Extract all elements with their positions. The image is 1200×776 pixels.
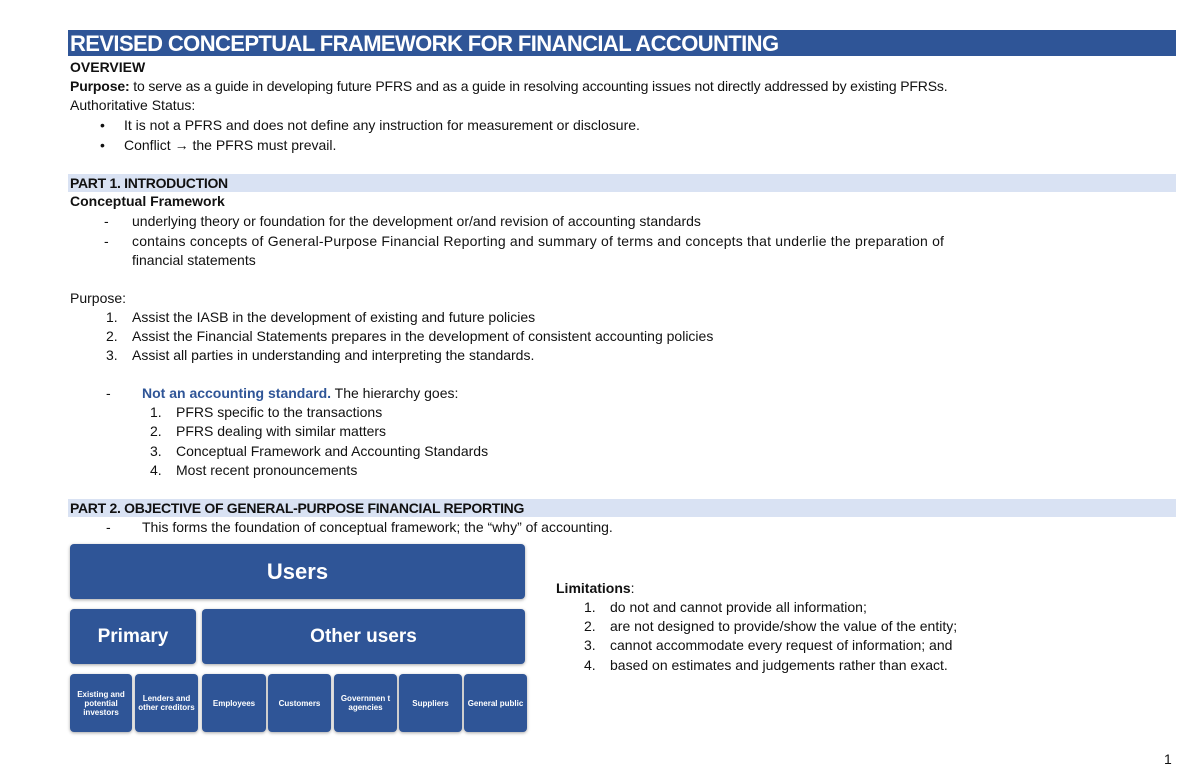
- hierarchy-num-3: 3.: [150, 443, 162, 459]
- investors-box: Existing and potential investors: [70, 674, 132, 732]
- part1-dash-1: underlying theory or foundation for the development or/and revision of accounting standards: [132, 213, 701, 229]
- limitations-label: Limitations: [556, 580, 631, 596]
- document-title: REVISED CONCEPTUAL FRAMEWORK FOR FINANCIAL ACCOUNTING: [70, 31, 779, 56]
- part1-subheading: Conceptual Framework: [70, 193, 225, 209]
- limitations-colon: :: [630, 580, 635, 596]
- dash-marker: -: [104, 233, 109, 249]
- part1-hierarchy-intro: [142, 384, 458, 402]
- overview-bullet-2: Conflict → the PFRS must prevail.: [124, 137, 337, 153]
- hierarchy-num-4: 4.: [150, 462, 162, 478]
- part1-heading-bar: [68, 174, 1176, 192]
- limitation-num-3: 3.: [584, 637, 596, 653]
- part2-line: This forms the foundation of conceptual framework; the “why” of accounting.: [142, 519, 613, 535]
- purpose-num-3: 3.: [106, 347, 118, 363]
- part1-heading: PART 1. INTRODUCTION: [70, 175, 228, 191]
- overview-purpose: [70, 77, 948, 95]
- purpose-item-1: Assist the IASB in the development of existing and future policies: [132, 309, 536, 325]
- hierarchy-item-4: Most recent pronouncements: [176, 462, 358, 478]
- government-agencies-box: Governmen t agencies: [334, 674, 397, 732]
- limitation-num-2: 2.: [584, 618, 596, 634]
- part1-dash-2-cont: financial statements: [132, 252, 256, 268]
- dash-marker: -: [104, 213, 109, 229]
- overview-authoritative-status: Authoritative Status:: [70, 97, 196, 113]
- page-number: 1: [1164, 751, 1172, 767]
- document-title-bar: [68, 30, 1176, 56]
- bullet-icon: •: [100, 117, 105, 133]
- customers-box: Customers: [268, 674, 331, 732]
- part1-dash-2: contains concepts of General-Purpose Financial Reporting and summary of terms and concepts that underlie the preparation of: [132, 233, 945, 249]
- hierarchy-item-1: PFRS specific to the transactions: [176, 404, 383, 420]
- purpose-item-2: Assist the Financial Statements prepares in the development of consistent accounting policies: [132, 328, 714, 344]
- limitation-num-4: 4.: [584, 657, 596, 673]
- primary-users-box: Primary: [70, 609, 196, 664]
- other-users-box: Other users: [202, 609, 525, 664]
- hierarchy-text: The hierarchy goes:: [331, 385, 459, 401]
- dash-marker: -: [106, 385, 111, 401]
- not-standard-emphasis: Not an accounting standard.: [142, 385, 332, 401]
- bullet-icon: •: [100, 137, 105, 153]
- hierarchy-num-2: 2.: [150, 423, 162, 439]
- part2-heading: PART 2. OBJECTIVE OF GENERAL-PURPOSE FINANCIAL REPORTING: [70, 500, 525, 516]
- limitation-item-3: cannot accommodate every request of information; and: [610, 637, 953, 653]
- hierarchy-num-1: 1.: [150, 404, 162, 420]
- general-public-box: General public: [464, 674, 527, 732]
- overview-heading: OVERVIEW: [70, 59, 146, 75]
- suppliers-box: Suppliers: [399, 674, 462, 732]
- part1-purpose-label: Purpose:: [70, 290, 127, 306]
- limitation-item-4: based on estimates and judgements rather than exact.: [610, 657, 948, 673]
- purpose-num-1: 1.: [106, 309, 118, 325]
- creditors-box: Lenders and other creditors: [135, 674, 198, 732]
- limitation-num-1: 1.: [584, 599, 596, 615]
- hierarchy-item-2: PFRS dealing with similar matters: [176, 423, 387, 439]
- hierarchy-item-3: Conceptual Framework and Accounting Standards: [176, 443, 489, 459]
- users-box: Users: [70, 544, 525, 599]
- employees-box: Employees: [202, 674, 266, 732]
- overview-purpose-label: Purpose:: [70, 78, 130, 94]
- part2-heading-bar: [68, 499, 1176, 517]
- dash-marker: -: [106, 519, 111, 535]
- limitations-heading: [556, 579, 635, 597]
- limitation-item-2: are not designed to provide/show the value of the entity;: [610, 618, 958, 634]
- purpose-item-3: Assist all parties in understanding and interpreting the standards.: [132, 347, 535, 363]
- overview-bullet-1: It is not a PFRS and does not define any instruction for measurement or disclosure.: [124, 117, 640, 133]
- overview-purpose-text: to serve as a guide in developing future PFRS and as a guide in resolving accounting issues not directly addressed by existing PFRSs.: [129, 78, 948, 94]
- limitation-item-1: do not and cannot provide all information;: [610, 599, 867, 615]
- purpose-num-2: 2.: [106, 328, 118, 344]
